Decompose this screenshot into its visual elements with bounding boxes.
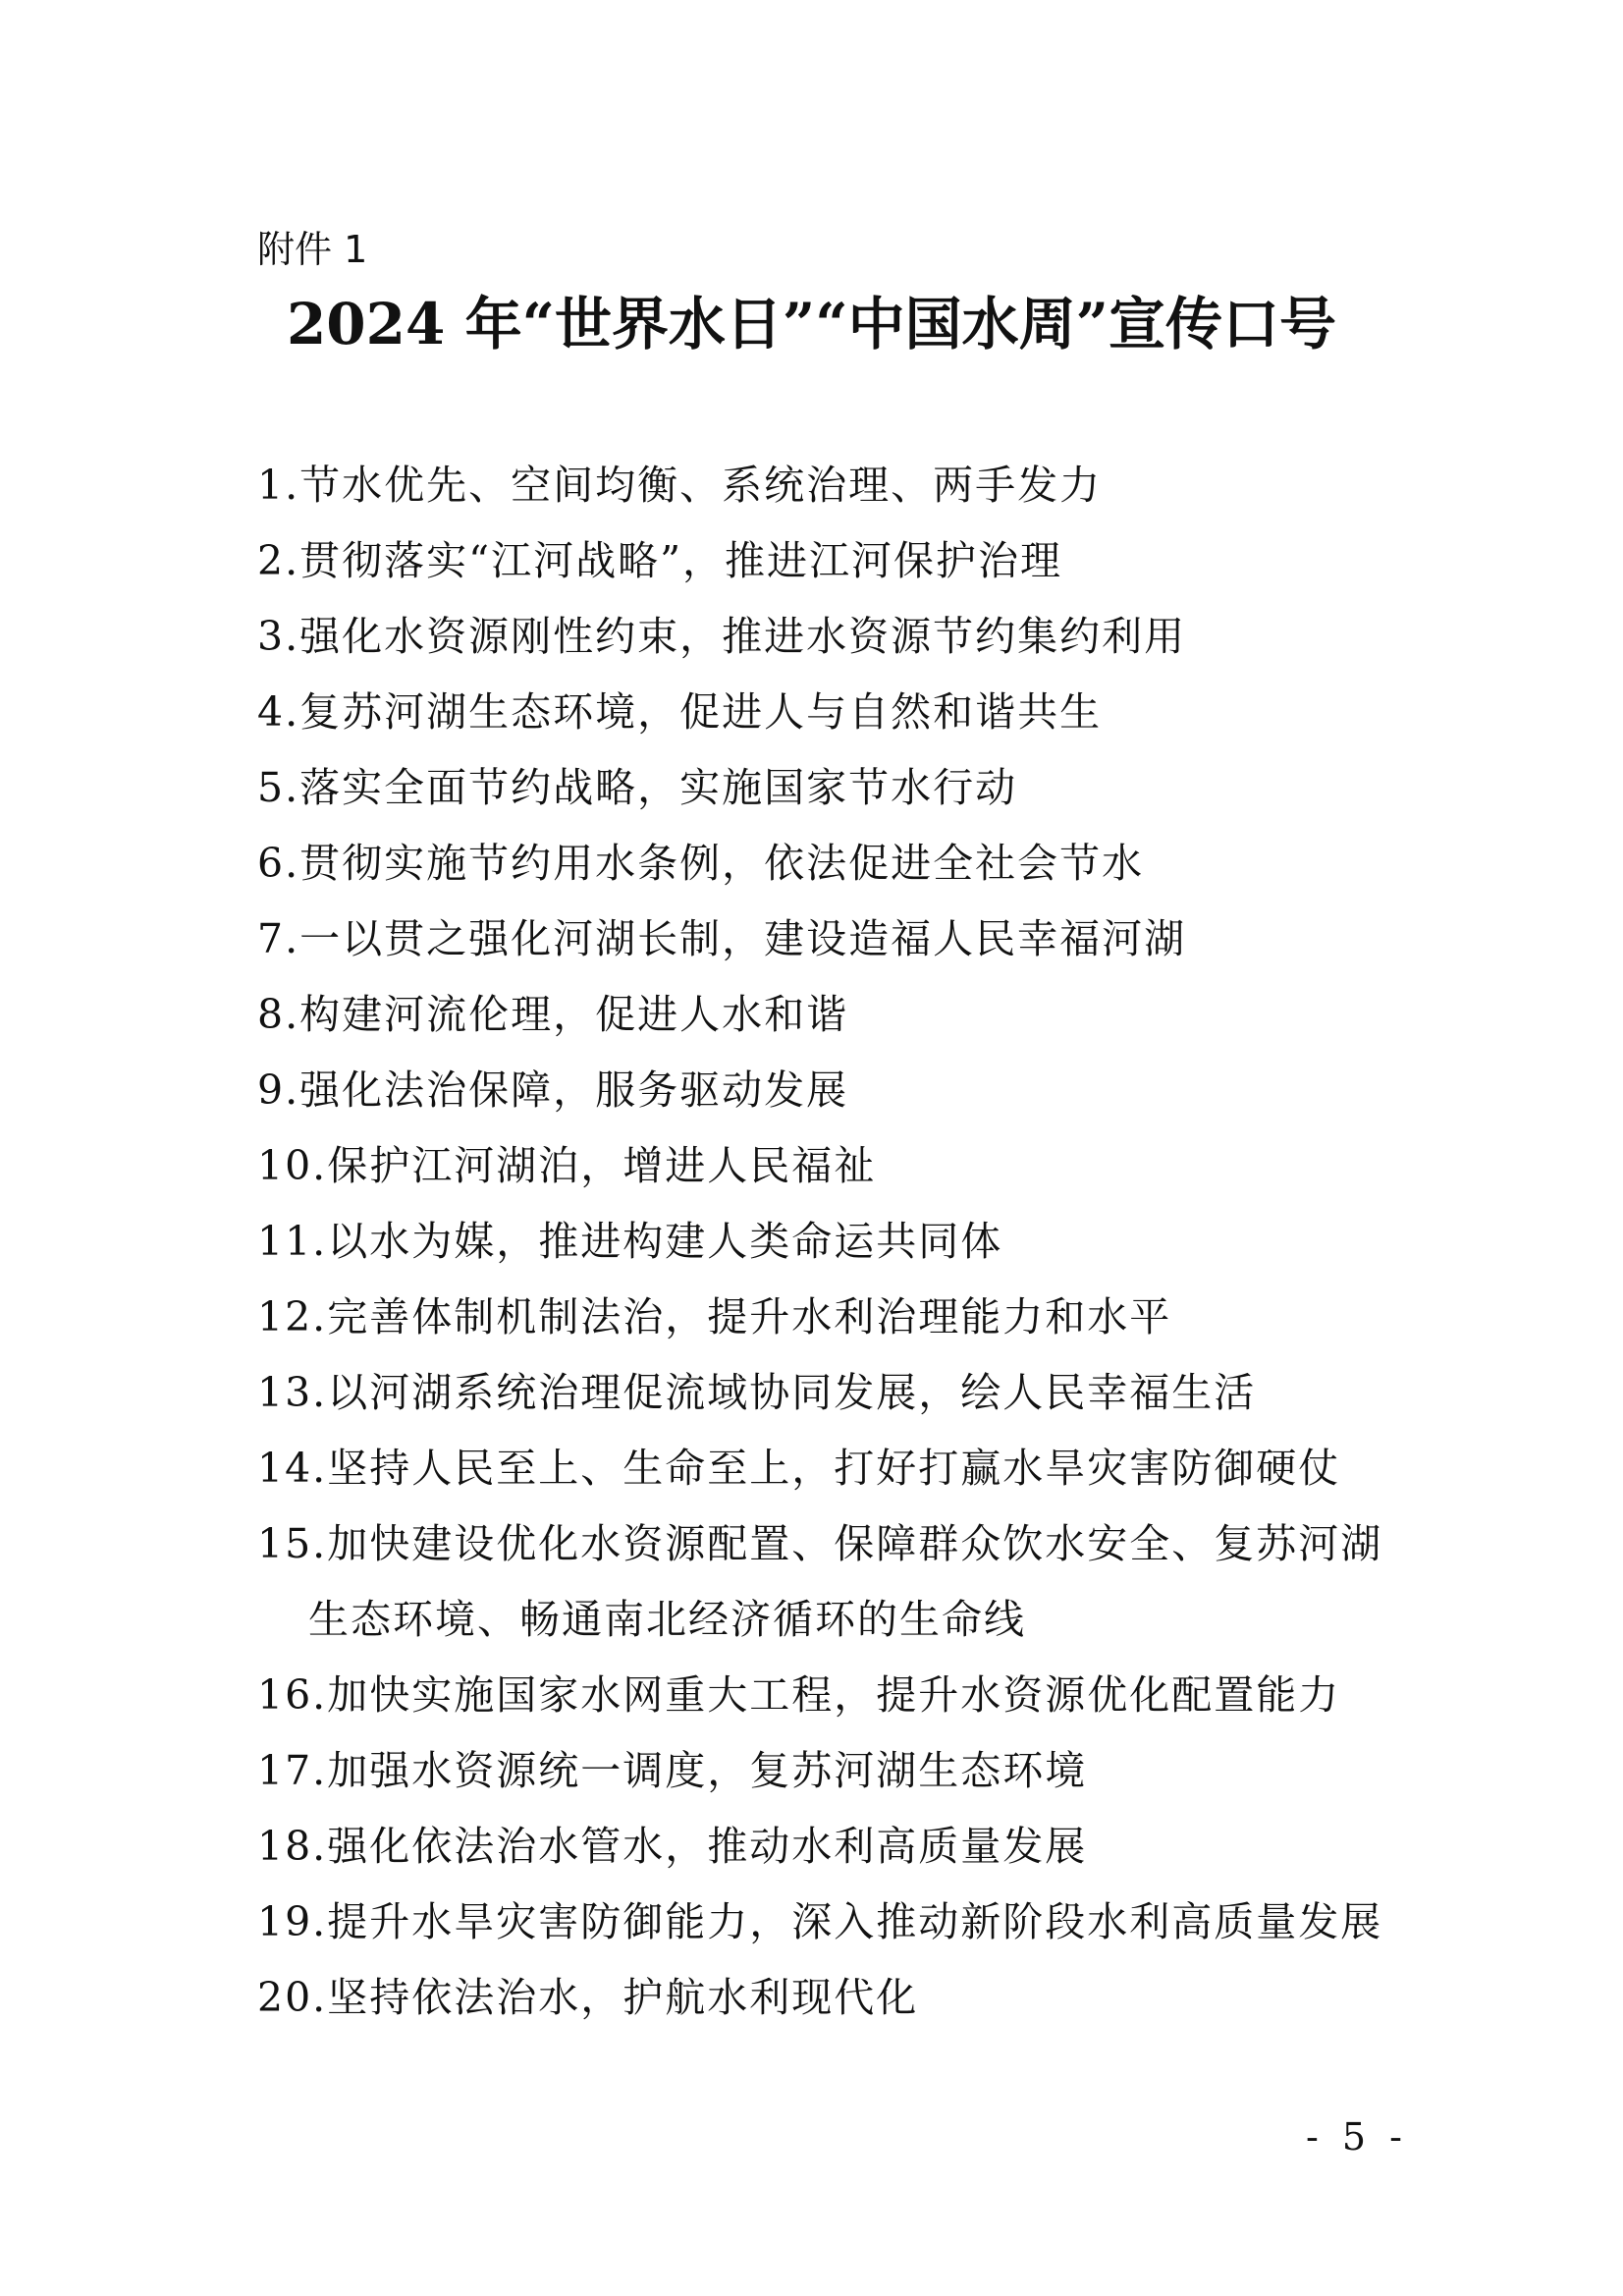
slogan-item-3: 3.强化水资源刚性约束，推进水资源节约集约利用 <box>257 613 1187 660</box>
slogan-item-15-line-1: 15.加快建设优化水资源配置、保障群众饮水安全、复苏河湖 <box>257 1520 1383 1567</box>
document-title: 2024 年“世界水日”“中国水周”宣传口号 <box>286 291 1337 357</box>
slogan-item-14: 14.坚持人民至上、生命至上，打好打赢水旱灾害防御硬仗 <box>257 1445 1341 1492</box>
slogan-item-19: 19.提升水旱灾害防御能力，深入推动新阶段水利高质量发展 <box>257 1898 1383 1945</box>
slogan-item-13: 13.以河湖系统治理促流域协同发展，绘人民幸福生活 <box>257 1369 1257 1416</box>
slogan-item-1: 1.节水优先、空间均衡、系统治理、两手发力 <box>257 462 1103 509</box>
slogan-item-18: 18.强化依法治水管水，推动水利高质量发展 <box>257 1823 1088 1870</box>
page-number: - 5 - <box>1306 2115 1409 2159</box>
slogan-item-5: 5.落实全面节约战略，实施国家节水行动 <box>257 764 1018 811</box>
slogan-item-17: 17.加强水资源统一调度，复苏河湖生态环境 <box>257 1747 1088 1794</box>
slogan-item-10: 10.保护江河湖泊，增进人民福祉 <box>257 1142 877 1189</box>
slogan-item-8: 8.构建河流伦理，促进人水和谐 <box>257 991 849 1038</box>
slogan-item-16: 16.加快实施国家水网重大工程，提升水资源优化配置能力 <box>257 1671 1341 1719</box>
slogan-item-6: 6.贯彻实施节约用水条例，依法促进全社会节水 <box>257 840 1145 887</box>
slogan-item-11: 11.以水为媒，推进构建人类命运共同体 <box>257 1218 1003 1265</box>
slogan-item-9: 9.强化法治保障，服务驱动发展 <box>257 1066 849 1114</box>
slogan-item-4: 4.复苏河湖生态环境，促进人与自然和谐共生 <box>257 688 1103 736</box>
slogan-item-2: 2.贯彻落实“江河战略”，推进江河保护治理 <box>257 537 1063 584</box>
slogan-list <box>257 448 1435 2036</box>
slogan-item-7: 7.一以贯之强化河湖长制，建设造福人民幸福河湖 <box>257 915 1187 962</box>
attachment-label: 附件 1 <box>257 228 368 271</box>
slogan-item-15-line-2: 生态环境、畅通南北经济循环的生命线 <box>308 1596 1026 1643</box>
slogan-item-20: 20.坚持依法治水，护航水利现代化 <box>257 1974 919 2021</box>
slogan-item-12: 12.完善体制机制法治，提升水利治理能力和水平 <box>257 1293 1172 1340</box>
slogan-item-15 <box>257 1506 1435 1658</box>
